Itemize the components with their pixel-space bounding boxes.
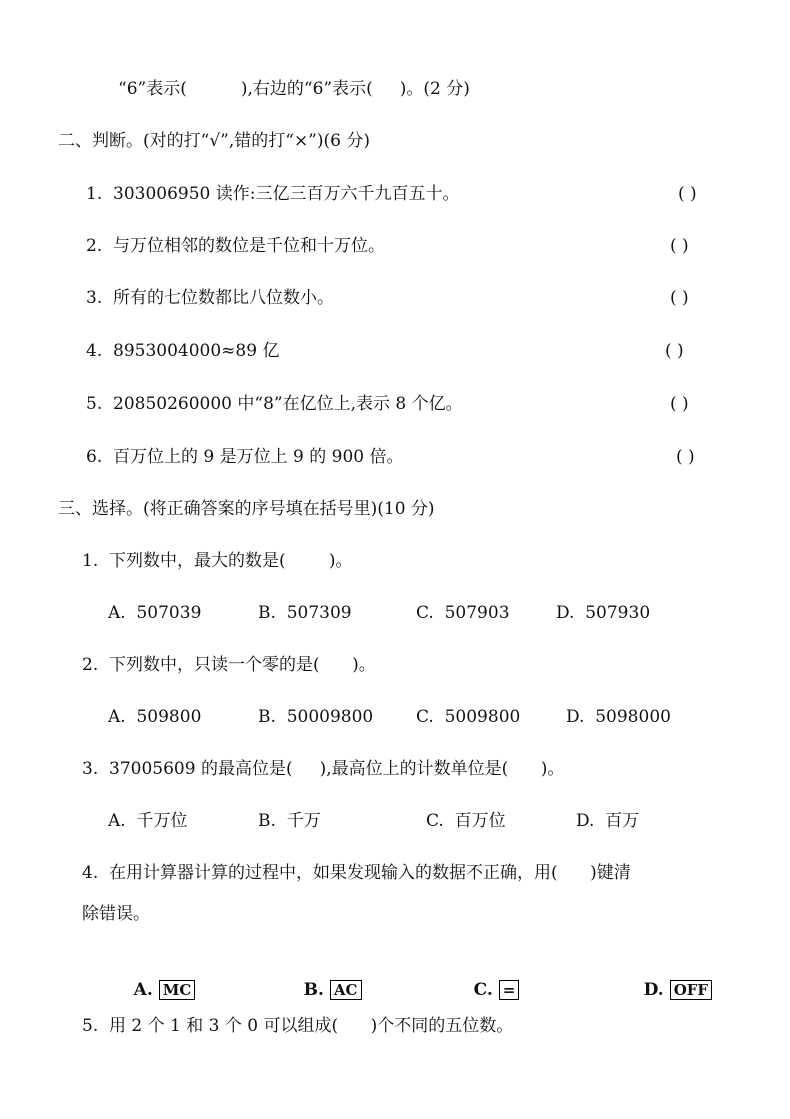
option-b [282,957,362,1023]
section2-heading: 二、判断。(对的打“√”,错的打“×”)(6 分) [58,131,370,151]
option-d: D. 百万 [576,811,640,831]
judge-item-1: 1. 303006950 读作:三亿三百万六千九百五十。 [86,184,460,204]
answer-paren[interactable]: ( ) [678,184,697,204]
option-b: B. 千万 [258,811,321,831]
option-b: B. 50009800 [258,707,374,727]
answer-paren[interactable]: ( ) [665,341,684,361]
judge-item-2: 2. 与万位相邻的数位是千位和十万位。 [86,236,386,256]
judge-item-6: 6. 百万位上的 9 是万位上 9 的 900 倍。 [86,447,404,467]
option-d: D. 5098000 [566,707,671,727]
calculator-key-mc: MC [159,980,196,1000]
option-d [622,957,712,1023]
judge-item-4: 4. 8953004000≈89 亿 [86,341,280,361]
answer-paren[interactable]: ( ) [676,447,695,467]
option-letter: A. [133,980,153,1000]
choice-q2: 2. 下列数中，只读一个零的是( )。 [82,655,376,675]
option-d: D. 507930 [556,603,651,623]
judge-item-5: 5. 20850260000 中“8”在亿位上,表示 8 个亿。 [86,394,463,414]
option-a [112,957,195,1023]
option-c: C. 百万位 [426,811,506,831]
judge-item-3: 3. 所有的七位数都比八位数小。 [86,288,335,308]
question-continuation: “6”表示( ),右边的“6”表示( )。(2 分) [118,79,470,99]
option-letter: D. [643,980,664,1000]
option-c: C. 507903 [416,603,510,623]
calculator-key-ac: AC [330,980,362,1000]
option-b: B. 507309 [258,603,352,623]
choice-q1: 1. 下列数中，最大的数是( )。 [82,551,353,571]
calculator-key-equals: = [499,980,520,1000]
option-letter: B. [303,980,324,1000]
choice-q5: 5. 用 2 个 1 和 3 个 0 可以组成( )个不同的五位数。 [82,1016,514,1036]
option-c [452,957,519,1023]
choice-q3: 3. 37005609 的最高位是( ),最高位上的计数单位是( )。 [82,759,565,779]
answer-paren[interactable]: ( ) [670,288,689,308]
option-c: C. 5009800 [416,707,521,727]
option-a: A. 509800 [108,707,202,727]
section3-heading: 三、选择。(将正确答案的序号填在括号里)(10 分) [58,499,435,519]
answer-paren[interactable]: ( ) [670,236,689,256]
option-a: A. 507039 [108,603,202,623]
option-a: A. 千万位 [108,811,188,831]
option-letter: C. [473,980,493,1000]
answer-paren[interactable]: ( ) [670,394,689,414]
choice-q4-line1: 4. 在用计算器计算的过程中，如果发现输入的数据不正确，用( )键清 [82,863,631,883]
choice-q4-line2: 除错误。 [82,904,150,924]
calculator-key-off: OFF [670,980,712,1000]
